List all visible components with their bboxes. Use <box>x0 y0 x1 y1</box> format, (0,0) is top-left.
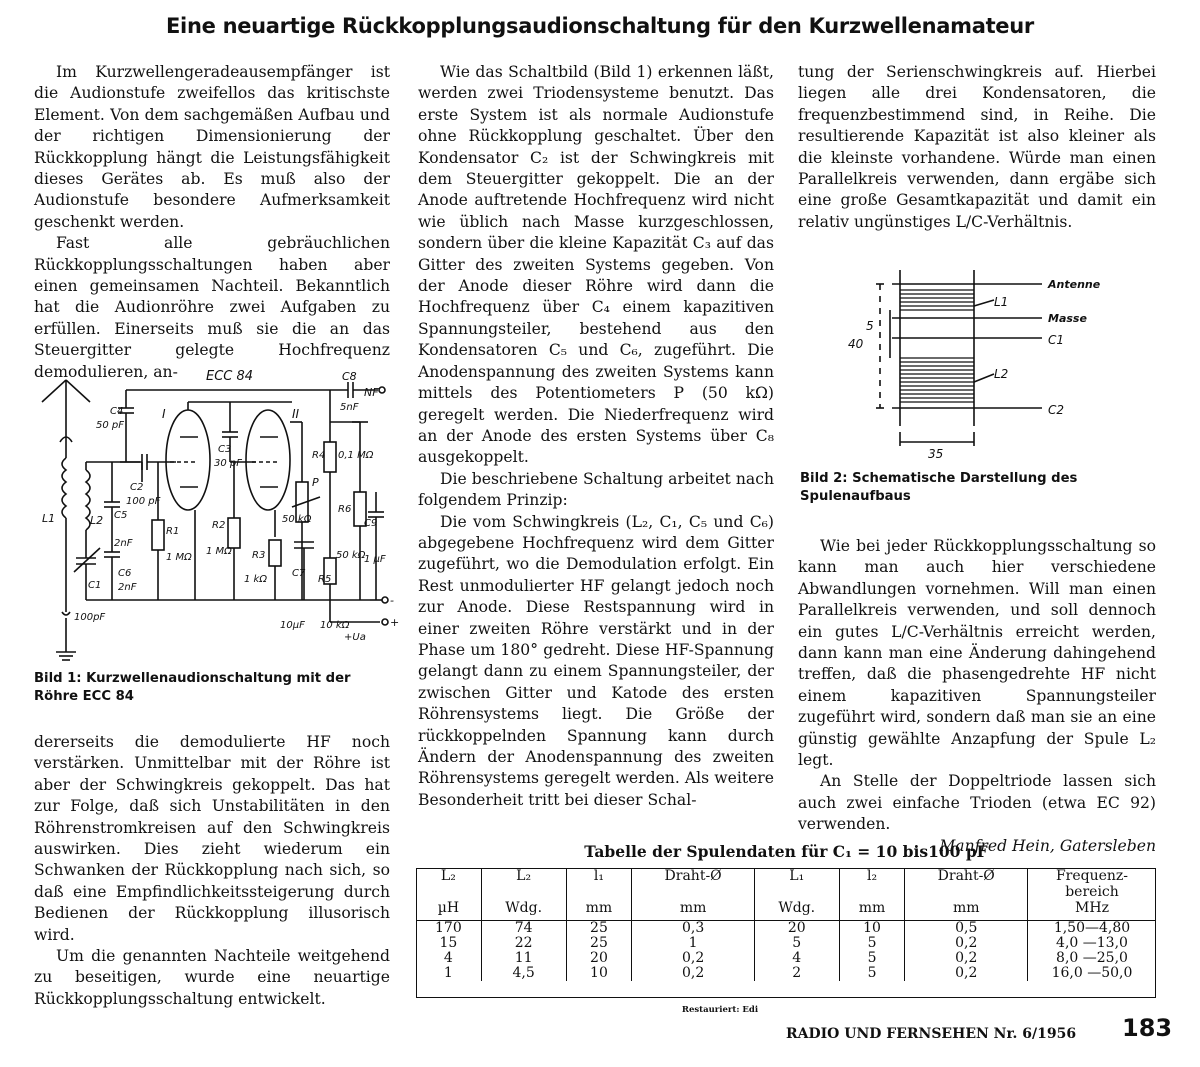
fig1-label-r5-value: 10 kΩ <box>320 620 350 631</box>
fig1-label-c8: C8 <box>342 370 357 383</box>
table-cell: 4,5 <box>481 966 566 981</box>
column-2 <box>418 62 774 811</box>
fig1-label-100pf: 100pF <box>74 612 106 623</box>
table-header: l₂ <box>839 868 905 900</box>
fig1-label-r1-value: 1 MΩ <box>166 552 192 563</box>
article-title: Eine neuartige Rückkopplungsaudionschaltung für den Kurzwellenamateur <box>166 14 1034 38</box>
fig2-label-antenne: Antenne <box>1048 278 1101 291</box>
table-row <box>416 936 1156 951</box>
table-header: l₁ <box>566 868 632 900</box>
table-cell: 0,2 <box>905 936 1028 951</box>
table-header: Draht-Ø <box>905 868 1028 900</box>
journal-footer: RADIO UND FERNSEHEN Nr. 6/1956 <box>786 1026 1077 1042</box>
fig2-dim-35: 35 <box>928 447 944 461</box>
fig1-label-r6: R6 <box>338 504 352 515</box>
table-cell: 1,50—4,80 <box>1028 921 1157 937</box>
table-header: Draht-Ø <box>632 868 754 900</box>
table-cell: 25 <box>566 921 632 937</box>
table-cell: 20 <box>754 921 839 937</box>
fig1-label-r1: R1 <box>166 526 180 537</box>
table-cell: 0,2 <box>632 951 754 966</box>
table-cell: 10 <box>566 966 632 981</box>
fig1-label-r6-value: 50 kΩ <box>336 550 366 561</box>
column-3-bottom <box>798 536 1156 857</box>
table-cell: 0,2 <box>905 966 1028 981</box>
author-signature: Manfred Hein, Gatersleben <box>939 836 1156 855</box>
fig1-label-c9: C9 <box>364 518 378 529</box>
table-title: Tabelle der Spulendaten für C₁ = 10 bis100 pF <box>584 842 988 861</box>
table-header: L₂ <box>481 868 566 900</box>
fig2-label-l1: L1 <box>994 295 1009 309</box>
fig1-label-c4: C4 <box>110 406 124 417</box>
fig1-label-r4-value: 0,1 MΩ <box>338 450 374 461</box>
figure-2-coil <box>842 266 1142 466</box>
fig1-label-5nf: 5nF <box>340 402 359 413</box>
table-header: Frequenz-bereich <box>1028 868 1157 900</box>
fig1-label-c6: C6 <box>118 568 132 579</box>
fig2-label-l2: L2 <box>994 367 1009 381</box>
column-1-bottom <box>34 732 390 1010</box>
paragraph: Die vom Schwingkreis (L₂, C₁, C₅ und C₆) abgegebene Hochfrequenz wird dem Gitter zugeführt, wo die Demodulation erfolgt. Ein Rest unmodulierter HF gelangt jedoch noch zur Anode. Diese Restspannung wird in einer zweiten Röhre verstärkt und in der Phase um 180° gedreht. Diese HF-Spannung gelangt dann zu einem Spannungsteiler, der zwischen Gitter und Katode des ersten Röhrensystems liegt. Die Größe der rückkoppelnden Spannung kann durch Ändern der Anodenspannung des zweiten Röhrensystems geregelt werden. Als weitere Besonderheit tritt bei dieser Schal- <box>418 512 774 809</box>
fig1-label-c3-value: 30 pF <box>214 458 243 469</box>
figure-2-caption: Bild 2: Schematische Darstellung des Spulenaufbaus <box>800 471 1078 504</box>
fig1-label-l1: L1 <box>42 512 56 525</box>
fig1-label-c7: C7 <box>292 568 306 579</box>
fig2-label-c2: C2 <box>1048 403 1065 417</box>
table-cell: 4,0 —13,0 <box>1028 936 1157 951</box>
fig1-label-c5: C5 <box>114 510 128 521</box>
column-1-top <box>34 62 390 383</box>
fig1-label-r2-value: 1 MΩ <box>206 546 232 557</box>
fig1-label-system-2: II <box>292 407 300 421</box>
table-cell: 5 <box>839 966 905 981</box>
paragraph: Fast alle gebräuchlichen Rückkopplungsschaltungen haben aber einen gemeinsamen Nachteil. Bekanntlich hat die Audionröhre zwei Aufgaben zu erfüllen. Einerseits muß sie die an das Steuergitter gelegte Hochfrequenz demodulieren, an- <box>34 234 390 381</box>
table-cell: 1 <box>443 965 453 981</box>
table-header: L₂ <box>440 868 456 884</box>
fig1-label-c7-value: 10µF <box>280 620 305 631</box>
fig1-label-c5-value: 2nF <box>114 538 133 549</box>
fig1-label-r2: R2 <box>212 520 226 531</box>
table-unit: mm <box>632 900 754 921</box>
table-cell: 25 <box>566 936 632 951</box>
fig1-label-r3-value: 1 kΩ <box>244 574 267 585</box>
fig1-label-c2: C2 <box>130 482 144 493</box>
paragraph: tung der Serienschwingkreis auf. Hierbei liegen alle drei Kondensatoren, die frequenzbestimmend sind, in Reihe. Die resultierende Kapazität ist also kleiner als die kleinste vorhandene. Würde man einen Parallelkreis verwenden, dann ergäbe sich eine große Gesamtkapazität und damit ein relativ ungünstiges L/C-Verhältnis. <box>798 63 1156 231</box>
fig1-label-system-1: I <box>162 407 166 421</box>
fig1-label-ua: +Ua <box>344 632 366 643</box>
fig1-label-l2: L2 <box>90 514 104 527</box>
table-cell: 1 <box>632 936 754 951</box>
figure-1-circuit <box>30 362 400 668</box>
fig1-label-p: P <box>312 476 319 489</box>
fig1-label-minus: - <box>390 594 394 607</box>
paragraph: Wie das Schaltbild (Bild 1) erkennen läßt, werden zwei Triodensysteme benutzt. Das erste System ist als normale Audionstufe ohne Rückkopplung geschaltet. Über den Kondensator C₂ ist der Schwingkreis mit dem Steuergitter gekoppelt. Die an der Anode auftretende Hochfrequenz wird nicht wie üblich nach Masse kurzgeschlossen, sondern über die kleine Kapazität C₃ auf das Gitter des zweiten Systems gegeben. Von der Anode dieser Röhre wird dann die Hochfrequenz über C₄ einem kapazitiven Spannungsteiler, bestehend aus den Kondensatoren C₅ und C₆, zugeführt. Die Anodenspannung des zweiten Systems kann mittels des Potentiometers P (50 kΩ) geregelt werden. Die Niederfrequenz wird an der Anode des ersten Systems über C₈ ausgekoppelt. <box>418 63 774 467</box>
column-3-top <box>798 62 1156 233</box>
fig2-dim-40: 40 <box>848 337 864 351</box>
table-cell: 0,2 <box>905 951 1028 966</box>
table-cell: 15 <box>439 935 458 951</box>
antenna-symbol <box>42 380 66 402</box>
table-unit: Wdg. <box>481 900 566 921</box>
table-cell: 4 <box>443 950 453 966</box>
table-unit: µH <box>416 900 481 921</box>
table-cell: 20 <box>566 951 632 966</box>
restored-note: Restauriert: Edi <box>681 1005 759 1015</box>
fig1-label-r3: R3 <box>252 550 266 561</box>
table-unit: mm <box>839 900 905 921</box>
table-cell: 4 <box>754 951 839 966</box>
table-unit: mm <box>905 900 1028 921</box>
table-cell: 16,0 —50,0 <box>1028 966 1157 981</box>
fig1-label-plus: + <box>390 616 400 629</box>
paragraph: Im Kurzwellengeradeausempfänger ist die Audionstufe zweifellos das kritischste Element. Von dem sachgemäßen Aufbau und der richtigen Dimensionierung der Rückkopplung hängt die Leistungsfähigkeit dieses Gerätes ab. Es muß also der Audionstufe besondere Aufmerksamkeit geschenkt werden. <box>34 63 390 231</box>
table-cell: 170 <box>435 920 462 936</box>
fig1-label-nf: NF <box>364 386 379 399</box>
fig1-tube-label: ECC 84 <box>206 369 254 384</box>
fig1-label-c2-value: 100 pF <box>126 496 161 507</box>
table-cell: 11 <box>481 951 566 966</box>
coil-data-table <box>416 868 1156 981</box>
page-number: 183 <box>1122 1014 1173 1042</box>
table-cell: 2 <box>754 966 839 981</box>
fig1-label-c1: C1 <box>88 580 102 591</box>
table-unit: MHz <box>1028 900 1157 921</box>
table-row <box>416 966 1156 981</box>
fig2-label-c1: C1 <box>1048 333 1065 347</box>
paragraph: Die beschriebene Schaltung arbeitet nach folgendem Prinzip: <box>418 469 774 510</box>
table-cell: 5 <box>839 936 905 951</box>
table-cell: 10 <box>839 921 905 937</box>
table-cell: 0,3 <box>632 921 754 937</box>
fig1-label-c9-value: 1 µF <box>364 554 386 565</box>
table-header: L₁ <box>754 868 839 900</box>
figure-1-caption: Bild 1: Kurzwellenaudionschaltung mit der Röhre ECC 84 <box>34 671 351 704</box>
fig1-label-c4-value: 50 pF <box>96 420 125 431</box>
fig1-label-r5: R5 <box>318 574 332 585</box>
paragraph: An Stelle der Doppeltriode lassen sich auch zwei einfache Trioden (etwa EC 92) verwenden. <box>798 772 1156 834</box>
table-cell: 74 <box>481 921 566 937</box>
fig2-dim-5: 5 <box>866 319 874 333</box>
fig1-label-p-value: 50 kΩ <box>282 514 312 525</box>
paragraph: dererseits die demodulierte HF noch verstärken. Unmittelbar mit der Röhre ist aber der Schwingkreis gekoppelt. Das hat zur Folge, daß sich Unstabilitäten in den Röhrenstromkreisen auf den Schwingkreis auswirken. Dies zieht wiederum ein Schwanken der Rückkopplung nach sich, so daß eine Empfindlichkeitssteigerung durch Bedienen der Rückkopplung illusorisch wird. <box>34 733 390 944</box>
table-row <box>416 951 1156 966</box>
table-cell: 22 <box>481 936 566 951</box>
table-cell: 0,5 <box>905 921 1028 937</box>
fig2-label-masse: Masse <box>1048 312 1087 325</box>
paragraph: Wie bei jeder Rückkopplungsschaltung so kann man auch hier verschiedene Abwandlungen vornehmen. Will man einen Parallelkreis verwenden, und soll dennoch ein gutes L/C-Verhältnis erreicht werden, dann kann man eine Änderung dahingehend treffen, daß die phasengedrehte HF nicht einem kapazitiven Spannungsteiler zugeführt wird, sondern daß man sie an eine günstig gewählte Anzapfung der Spule L₂ legt. <box>798 537 1156 770</box>
paragraph: Um die genannten Nachteile weitgehend zu beseitigen, wurde eine neuartige Rückkopplungsschaltung entwickelt. <box>34 947 390 1008</box>
table-row <box>416 921 1156 937</box>
table-cell: 5 <box>839 951 905 966</box>
table-unit: Wdg. <box>754 900 839 921</box>
table-cell: 0,2 <box>632 966 754 981</box>
table-cell: 8,0 —25,0 <box>1028 951 1157 966</box>
table-cell: 5 <box>754 936 839 951</box>
fig1-label-c6-value: 2nF <box>118 582 137 593</box>
fig1-label-r4: R4 <box>312 450 326 461</box>
table-unit: mm <box>566 900 632 921</box>
fig1-label-c3: C3 <box>218 444 232 455</box>
